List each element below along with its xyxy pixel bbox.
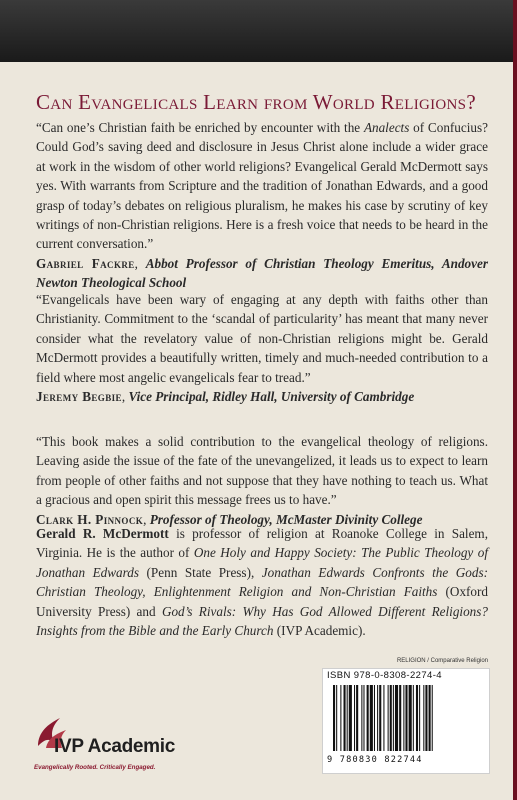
barcode-stripe <box>377 685 378 751</box>
barcode-stripe <box>370 685 373 751</box>
barcode-stripe <box>388 685 389 751</box>
barcode-stripe <box>363 685 364 751</box>
publisher-logo <box>32 712 212 776</box>
top-dark-band <box>0 0 517 62</box>
author-name: Gerald R. McDermott <box>36 526 169 541</box>
spine-accent-bar <box>513 0 517 800</box>
barcode-stripe <box>399 685 401 751</box>
barcode-number: 9 780830 822744 <box>327 755 423 765</box>
barcode-stripe <box>393 685 394 751</box>
barcode-stripe <box>333 685 335 751</box>
barcode-stripe <box>379 685 381 751</box>
isbn-label: ISBN 978-0-8308-2274-4 <box>327 670 442 681</box>
barcode-stripe <box>419 685 420 751</box>
barcode-stripe <box>344 685 346 751</box>
barcode-stripe <box>416 685 418 751</box>
endorsement-1-attribution: Gabriel Fackre, Abbot Professor of Christian Theology Emeritus, Andover Newton Theological School <box>36 255 488 290</box>
barcode-stripe <box>413 685 414 751</box>
barcode-stripe <box>354 685 355 751</box>
barcode-stripe <box>429 685 431 751</box>
barcode-panel <box>322 668 490 774</box>
author-bio: Gerald R. McDermott is professor of religion at Roanoke College in Salem, Virginia. He is the author of One Holy and Happy Society: The Public Theology of Jonathan Edwards (Penn State Press), Jonathan Edwards Confronts the Gods: Christian Theology, Enlightenment Religion and Non-Christian Faiths (Oxford University Press) and God’s Rivals: Why Has God Allowed Different Religions? Insights from the Bible and the Early Church (IVP Academic). <box>36 526 489 639</box>
endorsement-3 <box>36 432 488 529</box>
endorsement-1-text: “Can one’s Christian faith be enriched by encounter with the Analects of Confucius? Could God’s saving deed and disclosure in Jesus Christ alone include a wider grace at work in the wisdom of other world religions? Evangelical Gerald McDermott says yes. With warrants from Scripture and the tradition of Jonathan Edwards, and a good grasp of today’s debates on religious pluralism, he makes his case by scrutiny of key writings of non-Christian religions. Here is a fresh voice that needs to be heard in the current conversation.” <box>36 120 488 252</box>
endorser-role: Vice Principal, Ridley Hall, University of Cambridge <box>128 389 415 405</box>
barcode-stripe <box>356 685 358 751</box>
barcode-stripe <box>361 685 362 751</box>
publisher-name: IVP Academic <box>54 736 176 757</box>
barcode-stripe <box>390 685 392 751</box>
barcode-stripe <box>336 685 337 751</box>
barcode-stripe <box>367 685 369 751</box>
barcode-stripe <box>349 685 352 751</box>
endorser-role: Professor of Theology, McMaster Divinity College <box>149 511 423 527</box>
endorser-name: Jeremy Begbie <box>36 389 122 405</box>
endorsement-1 <box>36 118 488 292</box>
barcode-stripe <box>423 685 424 751</box>
barcode-stripe <box>432 685 433 751</box>
barcode-stripe <box>409 685 412 751</box>
endorsement-2-text: “Evangelicals have been wary of engaging at any depth with faiths other than Christianity. Commitment to the ‘scandal of particularity’ has meant that many never consider what the revelatory value of non-Christian religions might be. Gerald McDermott provides a beautifully written, timely and much-needed contribution to a field where most angelic evangelicals fear to tread.” <box>36 292 488 385</box>
endorser-name: Clark H. Pinnock <box>36 511 144 527</box>
barcode-stripe <box>395 685 398 751</box>
back-cover-title: Can Evangelicals Learn from World Religions? <box>36 90 476 114</box>
barcode-stripe <box>383 685 384 751</box>
publisher-tagline: Evangelically Rooted. Critically Engaged. <box>34 764 156 771</box>
endorser-name: Gabriel Fackre <box>36 255 135 271</box>
barcode-stripe <box>403 685 404 751</box>
endorsement-3-text: “This book makes a solid contribution to the evangelical theology of religions. Leaving aside the issue of the fate of the unevangelized, it leads us to expect to learn from people of other faiths and not suppose that they have nothing to teach us. What a gracious and open spirit this message frees us to have.” <box>36 434 488 508</box>
barcode-stripe <box>425 685 427 751</box>
barcode-stripe <box>374 685 375 751</box>
barcode-stripe <box>347 685 348 751</box>
endorsement-3-attribution: Clark H. Pinnock, Professor of Theology, McMaster Divinity College <box>36 511 423 527</box>
barcode-stripe <box>340 685 341 751</box>
barcode-stripe <box>405 685 407 751</box>
endorsement-2 <box>36 290 488 406</box>
category-label: RELIGION / Comparative Religion <box>396 658 488 664</box>
barcode-icon <box>331 685 481 751</box>
endorsement-2-attribution: Jeremy Begbie, Vice Principal, Ridley Hall, University of Cambridge <box>36 389 415 405</box>
endorser-role: Abbot Professor of Christian Theology Emeritus, Andover Newton Theological School <box>36 255 488 290</box>
